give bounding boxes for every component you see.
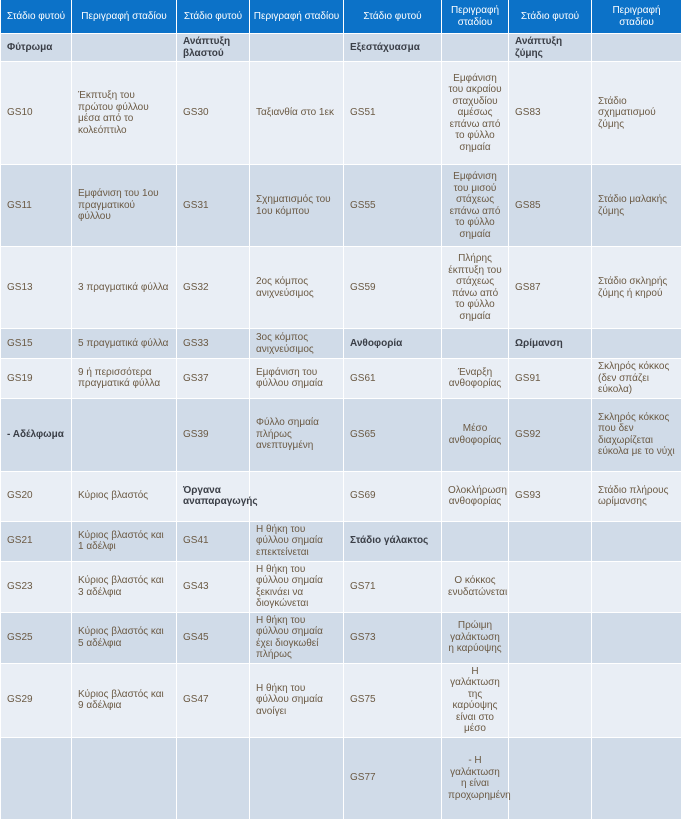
table-row <box>1 34 681 62</box>
section-heading: Ανθοφορία <box>344 329 441 359</box>
stage-description: Ταξιανθία στο 1εκ <box>250 62 343 165</box>
header-description: Περιγραφή σταδίου <box>592 0 681 34</box>
section-heading: Ανάπτυξη ζύμης <box>509 34 591 62</box>
stage-code: GS30 <box>177 62 249 165</box>
stage-code: GS31 <box>177 165 249 247</box>
header-description: Περιγραφή σταδίου <box>250 0 343 34</box>
stage-code: GS15 <box>1 329 71 359</box>
stage-code: GS29 <box>1 664 71 738</box>
table-row <box>1 399 681 472</box>
stage-code: GS23 <box>1 562 71 613</box>
stage-description: Στάδιο μαλακής ζύμης <box>592 165 681 247</box>
stage-description: Κύριος βλαστός <box>72 472 176 522</box>
stage-code: GS39 <box>177 399 249 472</box>
stage-code <box>509 522 591 562</box>
table-row <box>1 472 681 522</box>
stage-description: Κύριος βλαστός και 3 αδέλφια <box>72 562 176 613</box>
stage-code: GS13 <box>1 247 71 329</box>
section-heading: Ωρίμανση <box>509 329 591 359</box>
section-heading: Στάδιο γάλακτος <box>344 522 441 562</box>
stage-code: GS33 <box>177 329 249 359</box>
stage-description: 3 πραγματικά φύλλα <box>72 247 176 329</box>
stage-description <box>592 664 681 738</box>
section-heading: Εξεστάχυασμα <box>344 34 441 62</box>
stage-description: Έκπτυξη του πρώτου φύλλου μέσα από το κολεόπτιλο <box>72 62 176 165</box>
table-row <box>1 664 681 738</box>
stage-description: Ολοκλήρωση ανθοφορίας <box>442 472 508 522</box>
stage-description: 2ος κόμπος ανιχνεύσιμος <box>250 247 343 329</box>
stage-description: Πλήρης έκπτυξη του στάχεως πάνω από το φύλλο σημαία <box>442 247 508 329</box>
stage-description: Εμφάνιση του ακραίου σταχυδίου αμέσως επάνω από το φύλλο σημαία <box>442 62 508 165</box>
stage-code: GS75 <box>344 664 441 738</box>
stage-code: GS85 <box>509 165 591 247</box>
header-description: Περιγραφή σταδίου <box>72 0 176 34</box>
stage-code: GS87 <box>509 247 591 329</box>
stage-code: GS92 <box>509 399 591 472</box>
stage-code <box>509 613 591 664</box>
stage-description: Κύριος βλαστός και 5 αδέλφια <box>72 613 176 664</box>
stage-description <box>592 329 681 359</box>
header-stage: Στάδιο φυτού <box>1 0 71 34</box>
stage-description <box>72 399 176 472</box>
stage-code: GS47 <box>177 664 249 738</box>
stage-code: GS32 <box>177 247 249 329</box>
stage-description: - Η γαλάκτωση η είναι προχωρημένη <box>442 738 508 820</box>
section-heading: - Αδέλφωμα <box>1 399 71 472</box>
section-heading: Φύτρωμα <box>1 34 71 62</box>
stage-code: GS45 <box>177 613 249 664</box>
table-row <box>1 738 681 820</box>
stage-code: GS19 <box>1 359 71 399</box>
stage-code: GS59 <box>344 247 441 329</box>
stage-description <box>592 34 681 62</box>
table-row <box>1 562 681 613</box>
header-stage: Στάδιο φυτού <box>344 0 441 34</box>
stage-description <box>442 329 508 359</box>
stage-description: Η θήκη του φύλλου σημαία ξεκινάει να διογκώνεται <box>250 562 343 613</box>
stage-code: GS93 <box>509 472 591 522</box>
stage-description: Η θήκη του φύλλου σημαία έχει διογκωθεί πλήρως <box>250 613 343 664</box>
stage-description: Στάδιο πλήρους ωρίμανσης <box>592 472 681 522</box>
stage-description: 5 πραγματικά φύλλα <box>72 329 176 359</box>
table-row <box>1 613 681 664</box>
stage-code: GS71 <box>344 562 441 613</box>
stage-code: GS43 <box>177 562 249 613</box>
stage-description: Σκληρός κόκκος που δεν διαχωρίζεται εύκολα με το νύχι <box>592 399 681 472</box>
stage-description <box>592 738 681 820</box>
stage-description: 3ος κόμπος ανιχνεύσιμος <box>250 329 343 359</box>
stage-code <box>509 664 591 738</box>
stage-description <box>592 522 681 562</box>
stage-code <box>509 738 591 820</box>
stage-description <box>442 522 508 562</box>
table-row <box>1 522 681 562</box>
stage-description <box>72 738 176 820</box>
stage-code: GS21 <box>1 522 71 562</box>
stage-code <box>1 738 71 820</box>
stage-description: Εμφάνιση του μισού στάχεως επάνω από το φύλλο σημαία <box>442 165 508 247</box>
stage-description: Ο κόκκος ενυδατώνεται <box>442 562 508 613</box>
stage-description <box>250 34 343 62</box>
stage-description <box>592 613 681 664</box>
stage-description: Σχηματισμός του 1ου κόμπου <box>250 165 343 247</box>
stage-code: GS91 <box>509 359 591 399</box>
stage-description: Η θήκη του φύλλου σημαία επεκτείνεται <box>250 522 343 562</box>
stage-description: Η θήκη του φύλλου σημαία ανοίγει <box>250 664 343 738</box>
stage-description: Μέσο ανθοφορίας <box>442 399 508 472</box>
section-heading: Ανάπτυξη βλαστού <box>177 34 249 62</box>
stage-description: Η γαλάκτωση της καρύοψης είναι στο μέσο <box>442 664 508 738</box>
table-row <box>1 165 681 247</box>
stage-description: Στάδιο σχηματισμού ζύμης <box>592 62 681 165</box>
header-stage: Στάδιο φυτού <box>509 0 591 34</box>
stage-description: Σκληρός κόκκος (δεν σπάζει εύκολα) <box>592 359 681 399</box>
stage-code: GS69 <box>344 472 441 522</box>
stage-code: GS83 <box>509 62 591 165</box>
stage-description: 9 ή περισσότερα πραγματικά φύλλα <box>72 359 176 399</box>
stage-code: GS25 <box>1 613 71 664</box>
stage-description <box>250 472 343 522</box>
stage-description: Κύριος βλαστός και 1 αδέλφι <box>72 522 176 562</box>
table-row <box>1 62 681 165</box>
table-row <box>1 359 681 399</box>
stage-code: GS61 <box>344 359 441 399</box>
stage-code: GS11 <box>1 165 71 247</box>
stage-description <box>250 738 343 820</box>
stage-description <box>592 562 681 613</box>
stage-description: Εμφάνιση του φύλλου σημαία <box>250 359 343 399</box>
stage-description: Φύλλο σημαία πλήρως ανεπτυγμένη <box>250 399 343 472</box>
stage-code: GS37 <box>177 359 249 399</box>
stage-code: GS73 <box>344 613 441 664</box>
stage-code: GS77 <box>344 738 441 820</box>
header-row <box>1 0 681 34</box>
stage-description <box>442 34 508 62</box>
stage-code: GS41 <box>177 522 249 562</box>
section-heading: Όργανα αναπαραγωγής <box>177 472 249 522</box>
stage-description: Πρώιμη γαλάκτωση η καρύοψης <box>442 613 508 664</box>
header-stage: Στάδιο φυτού <box>177 0 249 34</box>
stage-description: Κύριος βλαστός και 9 αδέλφια <box>72 664 176 738</box>
table-row <box>1 247 681 329</box>
table-row <box>1 329 681 359</box>
stage-code: GS51 <box>344 62 441 165</box>
stage-code: GS55 <box>344 165 441 247</box>
stage-code: GS10 <box>1 62 71 165</box>
stage-description: Στάδιο σκληρής ζύμης ή κηρού <box>592 247 681 329</box>
stage-code: GS20 <box>1 472 71 522</box>
stage-code: GS65 <box>344 399 441 472</box>
stage-description <box>72 34 176 62</box>
header-description: Περιγραφή σταδίου <box>442 0 508 34</box>
stage-description: Εμφάνιση του 1ου πραγματικού φύλλου <box>72 165 176 247</box>
stage-code <box>509 562 591 613</box>
stage-code <box>177 738 249 820</box>
stage-description: Έναρξη ανθοφορίας <box>442 359 508 399</box>
